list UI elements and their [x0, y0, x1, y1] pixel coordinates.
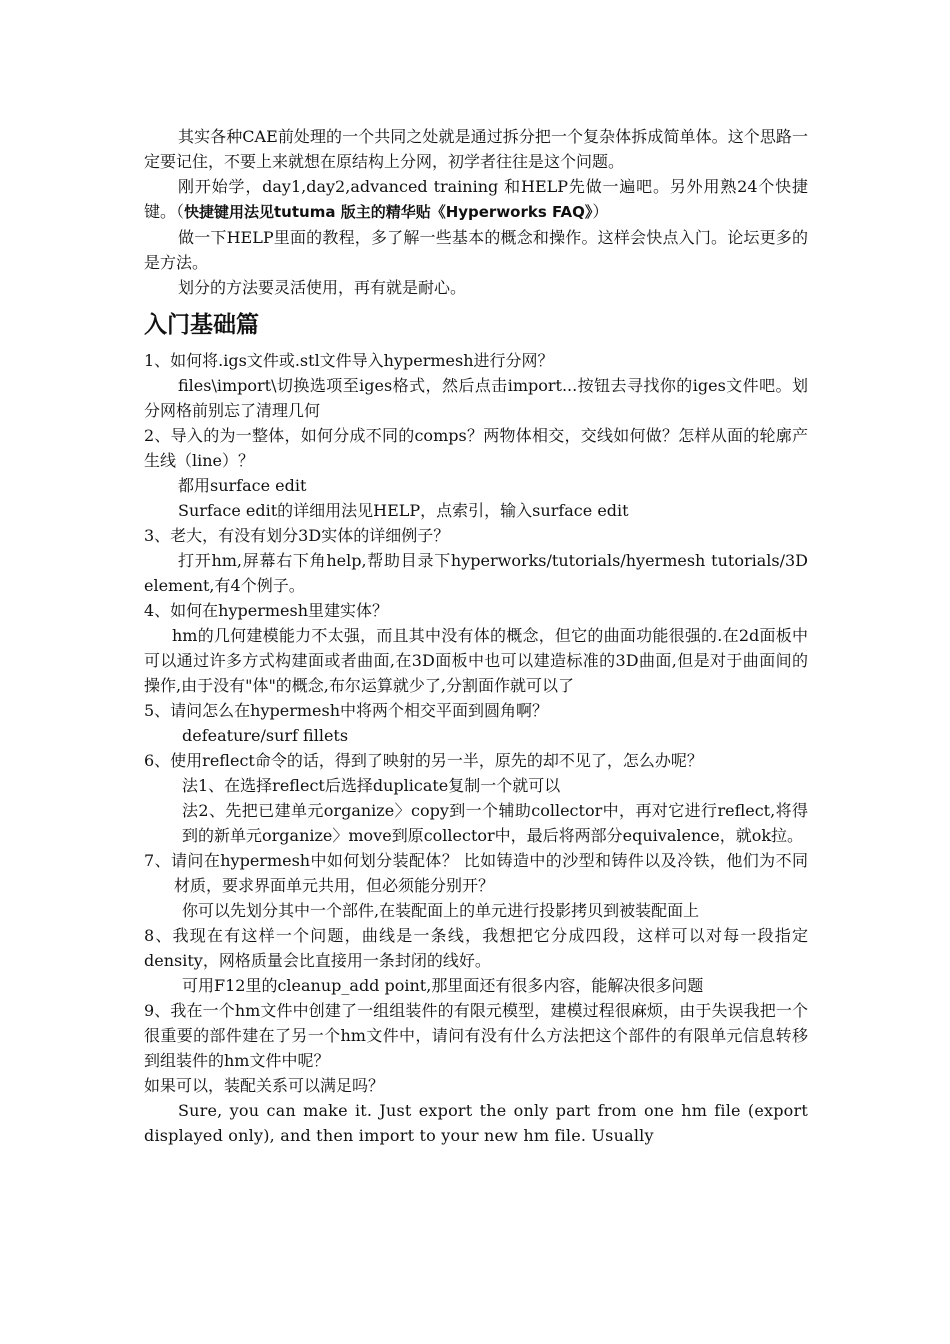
intro-paragraph-2-close: ）: [592, 202, 609, 221]
answer-2a: 都用surface edit: [178, 476, 307, 495]
answer-8: 可用F12里的cleanup_add point,那里面还有很多内容，能解决很多问题: [182, 976, 704, 995]
question-6: 6、使用reflect命令的话，得到了映射的另一半，原先的却不见了，怎么办呢？: [144, 751, 703, 770]
answer-1: files\import\切换选项至iges格式，然后点击import...按钮去寻找你的iges文件吧。划分网格前别忘了清理几何: [144, 376, 808, 420]
answer-7: 你可以先划分其中一个部件,在装配面上的单元进行投影拷贝到被装配面上: [182, 901, 700, 920]
answer-9: Sure, you can make it. Just export the only part from one hm file (export displayed only), and then import to your new hm file. Usually: [144, 1101, 808, 1145]
answer-6a: 法1、在选择reflect后选择duplicate复制一个就可以: [182, 776, 561, 795]
question-3: 3、老大，有没有划分3D实体的详细例子？: [144, 526, 450, 545]
question-2: 2、导入的为一整体，如何分成不同的comps？两物体相交，交线如何做？怎样从面的轮廓产生线（line）？: [144, 426, 808, 470]
question-9: 9、我在一个hm文件中创建了一组组装件的有限元模型，建模过程很麻烦，由于失误我把一个很重要的部件建在了另一个hm文件中，请问有没有什么方法把这个部件的有限单元信息转移到组装件的hm文件中呢？: [144, 1001, 808, 1070]
answer-3: 打开hm,屏幕右下角help,帮助目录下hyperworks/tutorials/hyermesh tutorials/3D element,有4个例子。: [144, 551, 808, 595]
question-5: 5、请问怎么在hypermesh中将两个相交平面到圆角啊？: [144, 701, 549, 720]
question-1: 1、如何将.igs文件或.stl文件导入hypermesh进行分网？: [144, 351, 554, 370]
answer-6b: 法2、先把已建单元organize〉copy到一个辅助collector中，再对它进行reflect,将得到的新单元organize〉move到原collector中，最后将两部分equivalence，就ok拉。: [182, 801, 808, 845]
intro-paragraph-3: 做一下HELP里面的教程，多了解一些基本的概念和操作。这样会快点入门。论坛更多的是方法。: [144, 228, 808, 272]
faq-reference: 快捷键用法见tutuma 版主的精华贴《Hyperworks FAQ》: [184, 203, 593, 221]
question-9b: 如果可以，装配关系可以满足吗？: [144, 1076, 385, 1095]
intro-paragraph-4: 划分的方法要灵活使用，再有就是耐心。: [178, 278, 467, 297]
answer-4: hm的几何建模能力不太强，而且其中没有体的概念，但它的曲面功能很强的.在2d面板中可以通过许多方式构建面或者曲面,在3D面板中也可以建造标准的3D曲面,但是对于曲面间的操作,由于没有"体"的概念,布尔运算就少了,分割面作就可以了: [144, 626, 808, 695]
question-4: 4、如何在hypermesh里建实体？: [144, 601, 389, 620]
question-7: 7、请问在hypermesh中如何划分装配体？ 比如铸造中的沙型和铸件以及冷铁，他们为不同材质，要求界面单元共用，但必须能分别开？: [144, 851, 808, 895]
intro-paragraph-2-text: 刚开始学，day1,day2,advanced training 和HELP先做一遍吧。另外用熟24个快捷键。（: [144, 177, 808, 221]
question-8: 8、我现在有这样一个问题，曲线是一条线，我想把它分成四段，这样可以对每一段指定density，网格质量会比直接用一条封闭的线好。: [144, 926, 808, 970]
section-heading: 入门基础篇: [144, 312, 259, 338]
answer-2b: Surface edit的详细用法见HELP，点索引，输入surface edit: [178, 501, 629, 520]
intro-paragraph-2: [144, 174, 808, 225]
document-page: [144, 124, 808, 1148]
intro-paragraph-1: 其实各种CAE前处理的一个共同之处就是通过拆分把一个复杂体拆成简单体。这个思路一定要记住，不要上来就想在原结构上分网，初学者往往是这个问题。: [144, 127, 808, 171]
answer-5: defeature/surf fillets: [182, 726, 349, 745]
